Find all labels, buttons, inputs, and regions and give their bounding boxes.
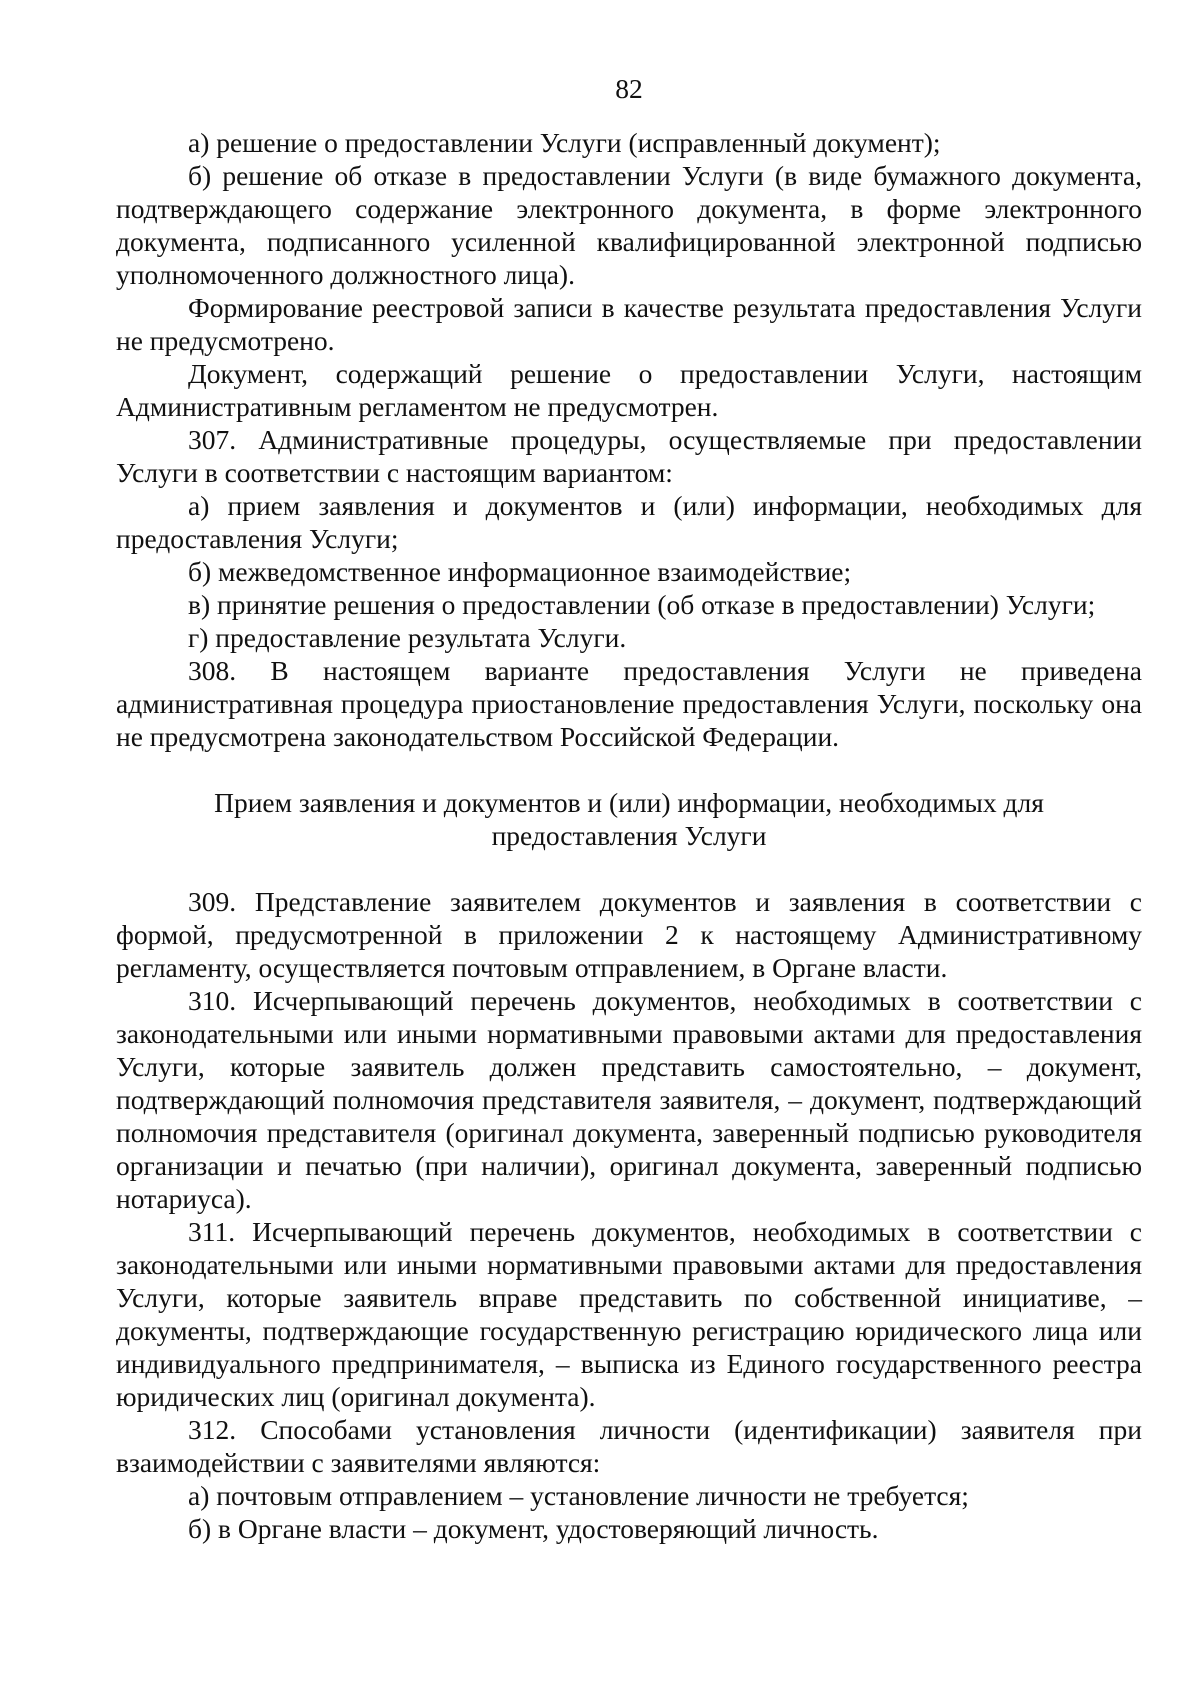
section-heading: Прием заявления и документов и (или) информации, необходимых для предоставления Услуги (214, 787, 1044, 851)
paragraph-311: 311. Исчерпывающий перечень документов, необходимых в соответствии с законодательными или иными нормативными правовыми актами для предоставления Услуги, которые заявитель вправе представить по собственной инициативе, – документы, подтверждающие государственную регистрацию юридического лица или индивидуального предпринимателя, – выписка из Единого государственного реестра юридических лиц (оригинал документа). (116, 1216, 1142, 1412)
paragraph-307: 307. Административные процедуры, осуществляемые при предоставлении Услуги в соответствии с настоящим вариантом: (116, 424, 1142, 488)
paragraph-312: 312. Способами установления личности (идентификации) заявителя при взаимодействии с заявителями являются: (116, 1414, 1142, 1478)
paragraph-307-v: в) принятие решения о предоставлении (об отказе в предоставлении) Услуги; (188, 589, 1096, 620)
document-body (116, 126, 1142, 1545)
paragraph-item-a-decision: а) решение о предоставлении Услуги (исправленный документ); (188, 127, 941, 158)
paragraph-registry-record: Формирование реестровой записи в качестве результата предоставления Услуги не предусмотрено. (116, 292, 1142, 356)
paragraph-307-b: б) межведомственное информационное взаимодействие; (188, 556, 852, 587)
paragraph-307-a: а) прием заявления и документов и (или) информации, необходимых для предоставления Услуги; (116, 490, 1142, 554)
paragraph-309: 309. Представление заявителем документов и заявления в соответствии с формой, предусмотренной в приложении 2 к настоящему Административному регламенту, осуществляется почтовым отправлением, в Органе власти. (116, 886, 1142, 983)
paragraph-item-b-refusal: б) решение об отказе в предоставлении Услуги (в виде бумажного документа, подтверждающего содержание электронного документа, в форме электронного документа, подписанного усиленной квалифицированной электронной подписью уполномоченного должностного лица). (116, 160, 1142, 290)
paragraph-312-a: а) почтовым отправлением – установление личности не требуется; (188, 1480, 969, 1511)
page-number: 82 (615, 73, 643, 104)
paragraph-307-g: г) предоставление результата Услуги. (188, 622, 627, 653)
paragraph-310: 310. Исчерпывающий перечень документов, необходимых в соответствии с законодательными или иными нормативными правовыми актами для предоставления Услуги, которые заявитель должен представить самостоятельно, – документ, подтверждающий полномочия представителя заявителя, – документ, подтверждающий полномочия представителя (оригинал документа, заверенный подписью руководителя организации и печатью (при наличии), оригинал документа, заверенный подписью нотариуса). (116, 985, 1142, 1214)
paragraph-decision-document: Документ, содержащий решение о предоставлении Услуги, настоящим Административным регламентом не предусмотрен. (116, 358, 1142, 422)
paragraph-312-b: б) в Органе власти – документ, удостоверяющий личность. (188, 1513, 879, 1544)
paragraph-308: 308. В настоящем варианте предоставления Услуги не приведена административная процедура приостановление предоставления Услуги, поскольку она не предусмотрена законодательством Российской Федерации. (116, 655, 1142, 752)
